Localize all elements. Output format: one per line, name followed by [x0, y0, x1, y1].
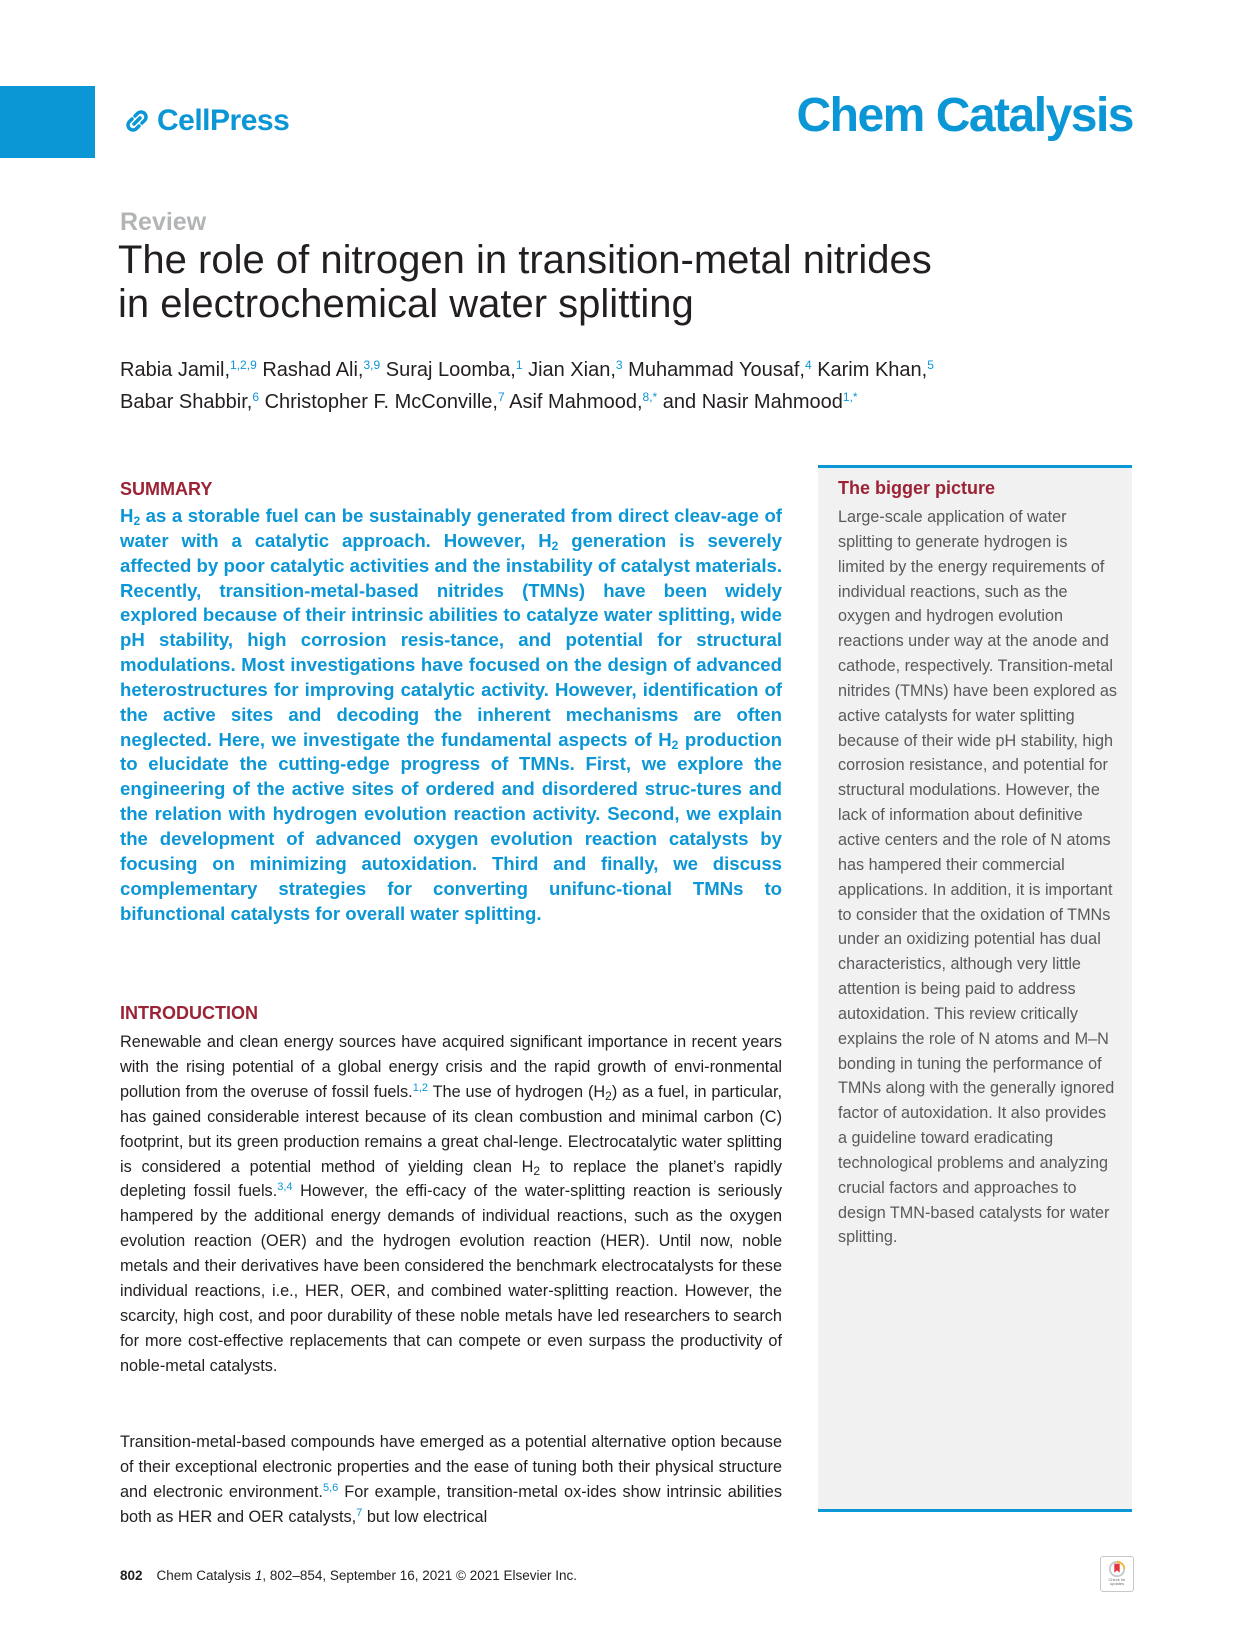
introduction-paragraph-2	[120, 1430, 782, 1530]
cellpress-logo[interactable]	[121, 104, 289, 138]
author-name[interactable]: Babar Shabbir,	[120, 391, 253, 413]
journal-name[interactable]: Chem Catalysis	[796, 89, 1133, 142]
subscript: 2	[605, 1088, 612, 1103]
introduction-heading: INTRODUCTION	[120, 1003, 258, 1023]
summary-part: as a storable fuel can be sustainably generated from direct cleav-age of water with a catalytic approach. However, H	[120, 505, 782, 551]
reference-link[interactable]: 3,4	[277, 1181, 293, 1194]
author-name[interactable]: and Nasir Mahmood	[662, 391, 843, 413]
page-number: 802	[120, 1568, 143, 1583]
summary-part: H	[120, 505, 134, 526]
summary-text	[120, 504, 782, 926]
title-line-1: The role of nitrogen in transition-metal nitrides	[118, 238, 932, 282]
author-name[interactable]: Christopher F. McConville,	[264, 391, 498, 413]
author-affiliation[interactable]: 5	[927, 358, 934, 372]
author-name[interactable]: Rabia Jamil,	[120, 359, 231, 381]
page-footer	[120, 1568, 577, 1583]
text-run: Transition-metal-based compounds have emerged as a potential alternative option because of their exceptional electronic properties and the ease of tuning both their physical structure and electronic environment.	[120, 1433, 782, 1501]
subscript: 2	[551, 538, 559, 553]
author-name[interactable]: Rashad Ali,	[262, 359, 364, 381]
author-affiliation[interactable]: 3	[615, 358, 623, 372]
text-run: The use of hydrogen (H	[428, 1082, 606, 1101]
author-name[interactable]: Asif Mahmood,	[509, 391, 643, 413]
subscript: 2	[533, 1163, 541, 1178]
text-run: to replace the planet’s rapidly depleting fossil fuels.	[120, 1157, 782, 1201]
text-run: However, the effi-cacy of the water-splitting reaction is seriously hampered by the additional energy demands of individual reactions, such as the oxygen evolution reaction (OER) and the hydrogen evolution reaction (HER). Until now, noble metals and their derivatives have been considered the benchmark electrocatalysts for these individual reactions, i.e., HER, OER, and combined water-splitting reaction. However, the scarcity, high cost, and poor durability of these noble metals have led researchers to search for more cost-effective replacements that can compete or even surpass the productivity of noble-metal catalysts.	[120, 1182, 782, 1375]
summary-part: production to elucidate the cutting-edge progress of TMNs. First, we explore the engineering of the active sites of ordered and disordered struc-tures and the relation with hydrogen evolution reaction activity. Second, we explain the development of advanced oxygen evolution reaction catalysts by focusing on minimizing autoxidation. Third and finally, we discuss complementary strategies for converting unifunc-tional TMNs to bifunctional catalysts for overall water splitting.	[120, 728, 782, 924]
summary-heading: SUMMARY	[120, 479, 213, 499]
author-list	[120, 354, 1080, 418]
text-run: ) as a fuel, in particular, has gained considerable interest because of its clean combustion and minimal carbon (C) footprint, but its green production remains a great chal-lenge. Electrocatalytic water splitting is considered a potential method of yielding clean H	[120, 1082, 782, 1176]
author-affiliation[interactable]: 8,*	[642, 390, 658, 404]
text-run: but low electrical	[362, 1507, 488, 1526]
author-name[interactable]: Jian Xian,	[528, 359, 616, 381]
author-affiliation[interactable]: 1,2,9	[230, 358, 257, 372]
reference-link[interactable]: 7	[356, 1506, 363, 1519]
header-color-block	[0, 86, 95, 158]
author-affiliation[interactable]: 1,*	[842, 390, 858, 404]
author-name[interactable]: Muhammad Yousaf,	[628, 359, 805, 381]
author-name[interactable]: Suraj Loomba,	[385, 359, 516, 381]
summary-part: generation is severely affected by poor catalytic activities and the instability of catalyst materials. Recently, transition-metal-based nitrides (TMNs) have been widely explored because of their intrinsic abilities to catalyze water splitting, wide pH stability, high corrosion resis-tance, and potential for structural modulations. Most investigations have focused on the design of advanced heterostructures for improving catalytic activity. However, identification of the active sites and decoding the inherent mechanisms are often neglected. Here, we investigate the fundamental aspects of H	[120, 529, 782, 750]
bigger-picture-heading: The bigger picture	[838, 478, 996, 498]
article-type: Review	[120, 208, 207, 236]
bigger-picture-text: Large-scale application of water splitting to generate hydrogen is limited by the energy requirements of individual reactions, such as the oxygen and hydrogen evolution reactions under way at the anode and cathode, respectively. Transition-metal nitrides (TMNs) have been explored as active catalysts for water splitting because of their wide pH stability, high corrosion resistance, and potential for structural modulations. However, the lack of information about definitive active centers and the role of N atoms has hampered their commercial applications. In addition, it is important to consider that the oxidation of TMNs under an oxidizing potential has dual characteristics, although very little attention is being paid to address autoxidation. This review critically explains the role of N atoms and M–N bonding in tuning the performance of TMNs along with the generally ignored factor of autoxidation. It also provides a guideline toward eradicating technological problems and analyzing crucial factors and approaches to design TMN-based catalysts for water splitting.	[838, 508, 1117, 1247]
publisher-name: CellPress	[157, 104, 290, 137]
check-for-updates-badge[interactable]	[1100, 1556, 1134, 1592]
title-line-2: in electrochemical water splitting	[118, 282, 694, 326]
subscript: 2	[133, 514, 141, 528]
footer-volume: 1	[254, 1568, 263, 1583]
subscript: 2	[671, 737, 679, 752]
text-run: For example, transition-metal ox-ides show intrinsic abilities both as HER and OER catalysts,	[120, 1482, 782, 1526]
article-title	[118, 238, 1018, 326]
check-updates-icon	[1108, 1560, 1126, 1578]
introduction-paragraph-1	[120, 1030, 782, 1379]
badge-label: Check for updates	[1108, 1577, 1126, 1586]
author-name[interactable]: Karim Khan,	[817, 359, 928, 381]
footer-journal: Chem Catalysis	[156, 1568, 252, 1583]
author-affiliation[interactable]: 7	[498, 390, 505, 404]
cellpress-link-icon	[121, 105, 153, 137]
reference-link[interactable]: 1,2	[412, 1081, 429, 1094]
author-affiliation[interactable]: 3,9	[363, 358, 381, 372]
reference-link[interactable]: 5,6	[322, 1481, 339, 1494]
author-affiliation[interactable]: 6	[252, 390, 260, 404]
footer-citation: , 802–854, September 16, 2021 © 2021 Elsevier Inc.	[262, 1568, 577, 1583]
text-run: Renewable and clean energy sources have acquired significant importance in recent years with the rising potential of a global energy crisis and the rapid growth of envi-ronmental pollution from the overuse of fossil fuels.	[120, 1033, 782, 1101]
author-affiliation[interactable]: 4	[804, 358, 812, 372]
author-affiliation[interactable]: 1	[515, 358, 523, 372]
